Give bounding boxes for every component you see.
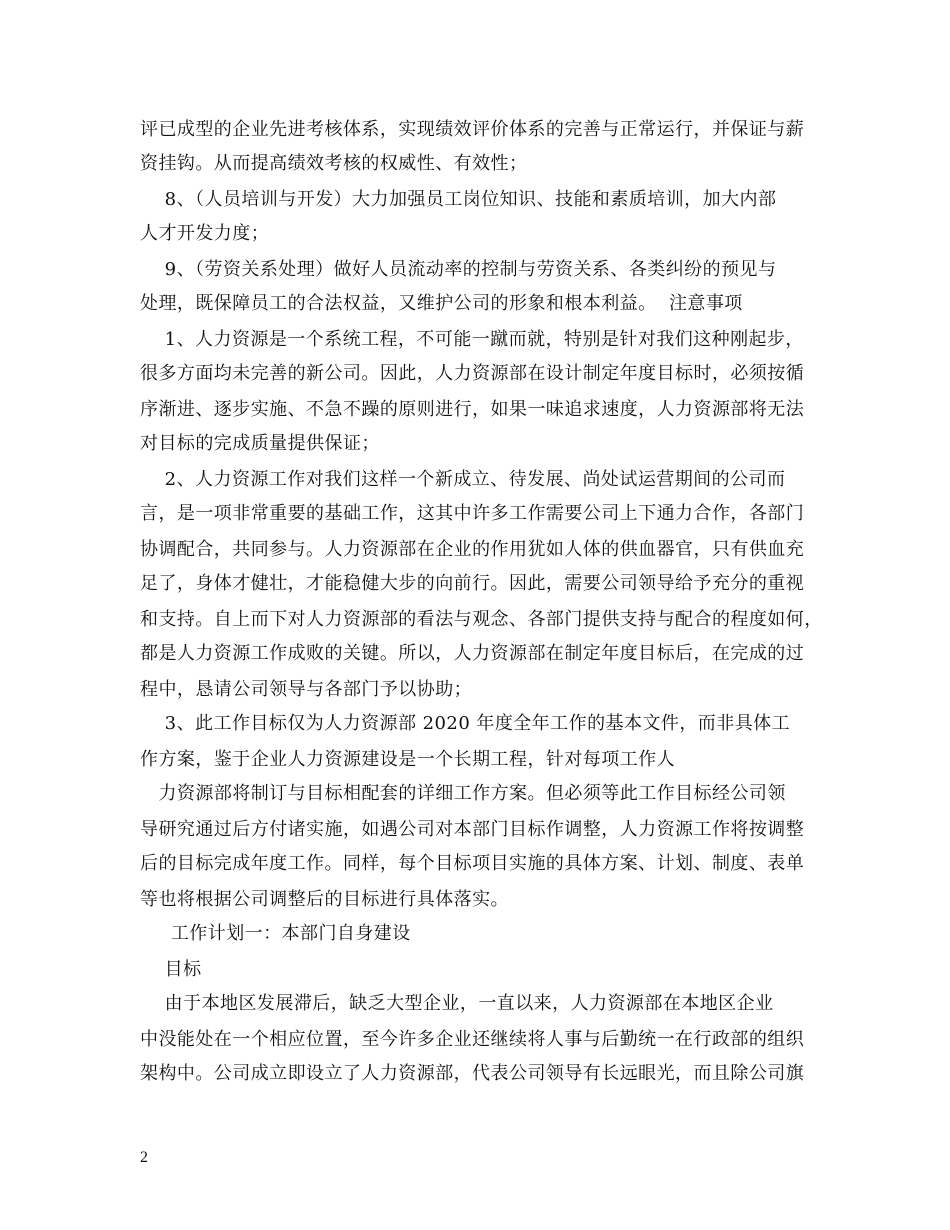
text-line: 8、（人员培训与开发）大力加强员工岗位知识、技能和素质培训，加大内部 [140, 189, 777, 210]
text-line: 言，是一项非常重要的基础工作，这其中许多工作需要公司上下通力合作，各部门 [140, 503, 805, 524]
text-line: 序渐进、逐步实施、不急不躁的原则进行，如果一味追求速度，人力资源部将无法 [140, 399, 805, 420]
text-line: 后的目标完成年度工作。同样，每个目标项目实施的具体方案、计划、制度、表单 [140, 853, 805, 874]
text-line: 评已成型的企业先进考核体系，实现绩效评价体系的完善与正常运行，并保证与薪 [140, 119, 805, 140]
text-line: 资挂钩。从而提高绩效考核的权威性、有效性； [140, 153, 528, 174]
text-line: 处理，既保障员工的合法权益，又维护公司的形象和根本利益。 注意事项 [140, 293, 743, 314]
text-line: 人才开发力度； [140, 223, 270, 244]
text-line: 中没能处在一个相应位置，至今许多企业还继续将人事与后勤统一在行政部的组织 [140, 1029, 805, 1050]
text-line: 9、（劳资关系处理）做好人员流动率的控制与劳资关系、各类纠纷的预见与 [140, 259, 777, 280]
text-line: 导研究通过后方付诸实施，如遇公司对本部门目标作调整，人力资源工作将按调整 [140, 819, 805, 840]
text-line: 1、人力资源是一个系统工程，不可能一蹴而就，特别是针对我们这种刚起步， [140, 329, 804, 350]
text-line: 都是人力资源工作成败的关键。所以，人力资源部在制定年度目标后，在完成的过 [140, 643, 805, 664]
text-line: 对目标的完成质量提供保证； [140, 433, 380, 454]
text-line: 程中，恳请公司领导与各部门予以协助； [140, 679, 473, 700]
text-line: 作方案，鉴于企业人力资源建设是一个长期工程，针对每项工作人 [140, 749, 676, 770]
section-label: 目标 [140, 959, 202, 980]
text-line: 力资源部将制订与目标相配套的详细工作方案。但必须等此工作目标经公司领 [140, 783, 786, 804]
text-line: 协调配合，共同参与。人力资源部在企业的作用犹如人体的供血器官，只有供血充 [140, 539, 805, 560]
section-heading: 工作计划一：本部门自身建设 [140, 923, 411, 944]
page-number: 2 [140, 1149, 148, 1166]
text-line: 足了，身体才健壮，才能稳健大步的向前行。因此，需要公司领导给予充分的重视 [140, 573, 805, 594]
text-line: 2、人力资源工作对我们这样一个新成立、待发展、尚处试运营期间的公司而 [140, 469, 786, 490]
text-line: 和支持。自上而下对人力资源部的看法与观念、各部门提供支持与配合的程度如何， [140, 609, 823, 630]
text-line: 很多方面均未完善的新公司。因此，人力资源部在设计制定年度目标时，必须按循 [140, 363, 805, 384]
text-line: 等也将根据公司调整后的目标进行具体落实。 [140, 889, 509, 910]
text-line: 由于本地区发展滞后，缺乏大型企业，一直以来，人力资源部在本地区企业 [140, 993, 774, 1014]
text-line: 架构中。公司成立即设立了人力资源部，代表公司领导有长远眼光，而且除公司旗 [140, 1063, 805, 1084]
text-line: 3、此工作目标仅为人力资源部 2020 年度全年工作的基本文件，而非具体工 [140, 713, 791, 734]
